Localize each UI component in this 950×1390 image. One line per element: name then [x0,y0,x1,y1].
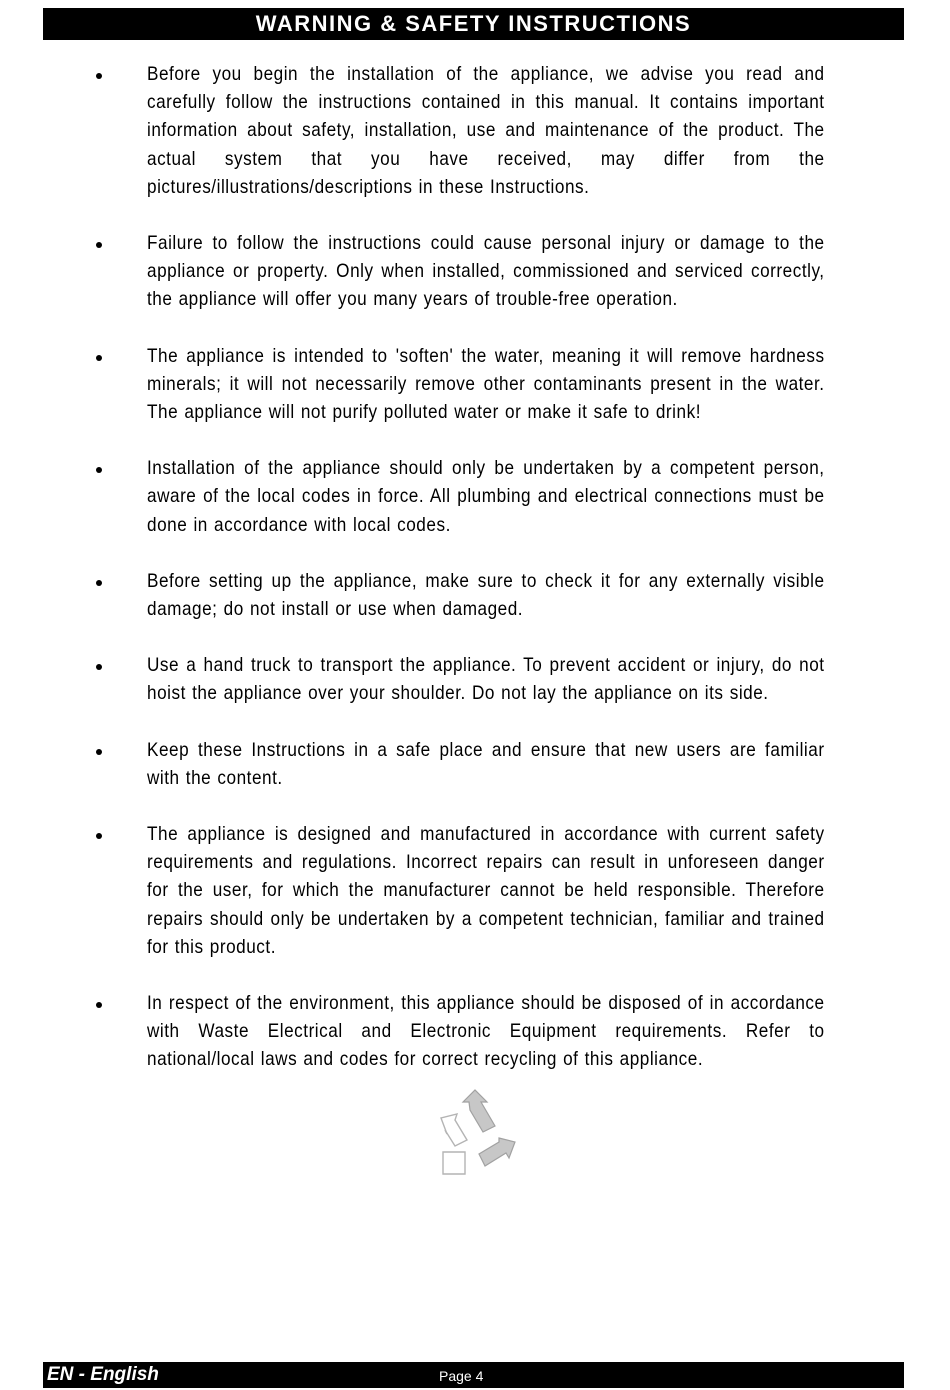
bullet-icon [96,833,102,839]
list-item-text: Before setting up the appliance, make sure to check it for any externally visible damage; do not install or use when damaged. [147,569,825,621]
safety-instructions-list [92,60,824,1102]
list-item-text: The appliance is designed and manufactured in accordance with current safety requirements and regulations. Incorrect repairs can result in unforeseen danger for the user, for which the manufacturer cannot be held responsible. Therefore repairs should only be undertaken by a competent technician, familiar and trained for this product. [147,823,825,958]
list-item-text: Use a hand truck to transport the appliance. To prevent accident or injury, do not hoist the appliance over your shoulder. Do not lay the appliance on its side. [147,654,825,705]
bullet-icon [96,355,102,361]
list-item [92,229,824,314]
bullet-icon [96,467,102,473]
page-number: Page 4 [439,1368,484,1384]
list-item [92,736,824,792]
bullet-icon [96,749,102,755]
bullet-icon [96,664,102,670]
list-item [92,60,824,201]
page-header [43,8,904,40]
list-item-text: The appliance is intended to 'soften' the water, meaning it will remove hardness minerals; it will not necessarily remove other contaminants present in the water. The appliance will not purify polluted water or make it safe to drink! [147,344,825,424]
list-item [92,989,824,1074]
list-item [92,342,824,427]
list-item [92,820,824,961]
list-item-text: In respect of the environment, this appliance should be disposed of in accordance with Waste Electrical and Electronic Equipment requirements. Refer to national/local laws and codes for correct recycling of this appliance. [147,992,825,1071]
bullet-icon [96,1002,102,1008]
bullet-icon [96,242,102,248]
recycle-icon [425,1082,525,1182]
bullet-icon [96,73,102,79]
page-footer [43,1362,904,1388]
list-item [92,567,824,623]
bullet-icon [96,580,102,586]
list-item [92,454,824,539]
list-item-text: Before you begin the installation of the appliance, we advise you read and carefully follow the instructions contained in this manual. It contains important information about safety, installation, use and maintenance of the product. The actual system that you have received, may differ from the pictures/illustrations/descriptions in these Instructions. [147,63,825,198]
header-title: WARNING & SAFETY INSTRUCTIONS [255,11,692,36]
list-item-text: Failure to follow the instructions could cause personal injury or damage to the appliance or property. Only when installed, commissioned and serviced correctly, the appliance will offer you many years of trouble-free operation. [147,232,825,311]
list-item-text: Installation of the appliance should only be undertaken by a competent person, aware of the local codes in force. All plumbing and electrical connections must be done in accordance with local codes. [147,457,825,536]
footer-language: EN - English [47,1364,159,1385]
list-item [92,651,824,707]
list-item-text: Keep these Instructions in a safe place and ensure that new users are familiar with the content. [147,738,825,789]
